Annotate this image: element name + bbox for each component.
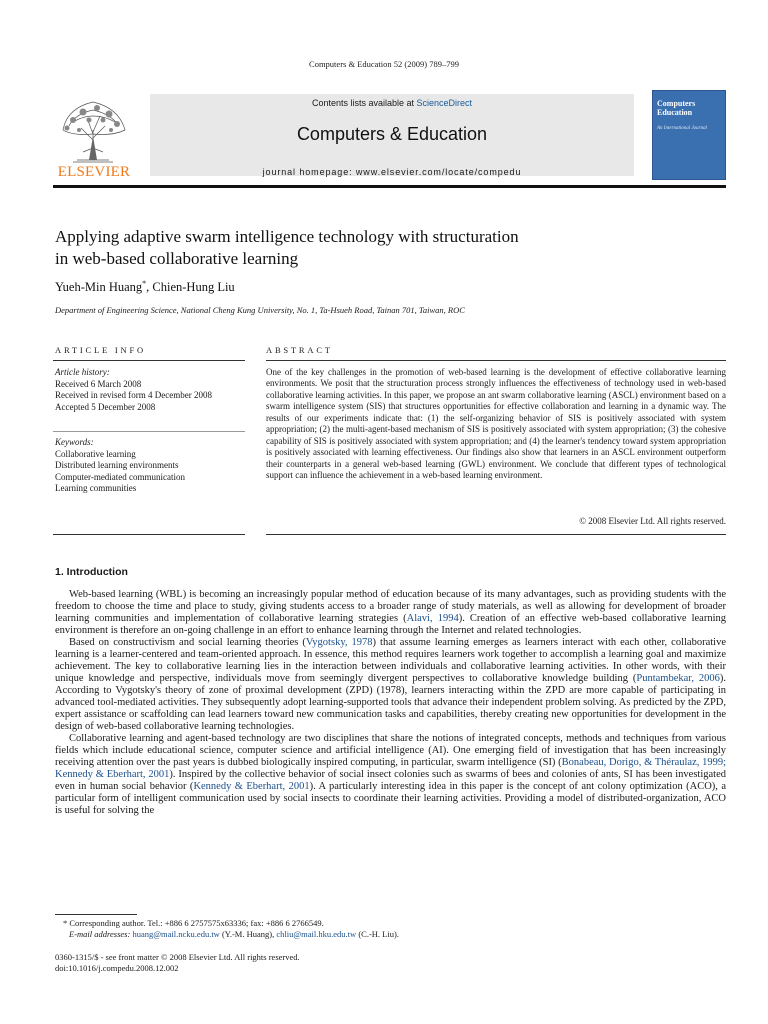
header-divider [53,185,726,188]
abstract-heading: ABSTRACT [266,345,333,355]
divider [53,534,245,535]
divider [53,431,245,432]
journal-citation: Computers & Education 52 (2009) 789–799 [309,59,459,69]
author-name: Chien-Hung Liu [152,280,235,295]
journal-homepage-link[interactable]: journal homepage: www.elsevier.com/locate/compedu [262,167,522,177]
corresponding-author-mark[interactable]: * [142,279,147,288]
contents-availability: Contents lists available at ScienceDirect [311,98,473,108]
cover-subtitle: An International Journal [657,126,707,131]
paragraph: Collaborative learning and agent-based technology are two disciplines that share the notions of integrated concepts, methods and techniques from various fields which include educational science, computer science and artificial intelligence (AI). One emerging field of investigation that has been increasingly receiving attention over the past years is dubbed biologically inspired computing, in particular, swarm intelligence (SI) (Bonabeau, Dorigo, & Théraulaz, 1999; Kennedy & Eberhart, 2001). Inspired by the collective behavior of social insect colonies such as swarms of bees and colonies of ants, SI has been investigated even in human social behavior (Kennedy & Eberhart, 2001). A particularly interesting idea in this paper is the concept of ant colony optimization (ACO), a particular form of intelligent communication used by social insects to coordinate their learning activities. Providing a model of distributed-organization, ACO is useful for solving the [55,733,727,816]
publisher-logo-text: ELSEVIER [57,164,131,180]
email-note: E-mail addresses: huang@mail.ncku.edu.tw (Y.-M. Huang), chliu@mail.hku.edu.tw (C.-H. Liu). [69,929,399,939]
keyword: Computer-mediated communication [55,471,186,482]
citation-link[interactable]: Kennedy & Eberhart, 2001 [193,781,310,792]
citation-link[interactable]: Puntambekar, 2006 [636,673,720,684]
author-affiliation: Department of Engineering Science, National Cheng Kung University, No. 1, Ta-Hsueh Road, Tainan 701, Taiwan, ROC [55,305,465,315]
doi-link[interactable]: doi:10.1016/j.compedu.2008.12.002 [55,963,179,973]
divider [266,534,726,535]
author-name: Yueh-Min Huang [55,280,143,295]
article-title: Applying adaptive swarm intelligence technology with structuration in web-based collaborative learning [55,227,519,268]
paragraph: Based on constructivism and social learning theories (Vygotsky, 1978) that assume learning emerges as learners interact with each other, collaborative learning is a learner-centered and team-oriented approach. In essence, this method requires learners work together to accomplish a learning goal and maximize achievement. The key to collaborative learning lies in the interaction between individuals and collaborative learning activities. In other words, with their unique knowledge and perspective, individuals move from seemingly divergent perspectives to collaborative knowledge building (Puntambekar, 2006). According to Vygotsky's theory of zone of proximal development (ZPD) (1978), learners interacting within the ZPD are more capable of participating in advanced tool-mediated activities. They subsequently adopt learning-supported tools that advance their independent problem solving. As predicted by the ZPD, expert assistance or scaffolding can lead learners toward new communication tasks and capabilities, thereby creating new opportunities for development in the design of web-based collaborative learning technologies. [55,637,726,732]
abstract-text: One of the key challenges in the promotion of web-based learning is the development of effective collaborative learning environments. We posit that the structuration process strongly influences the effectiveness of technology used in web-based collaborative learning activities. In this paper, we propose an ant swarm collaborative learning (ASCL) environment based on a swarm intelligence system (SIS) that structures opportunities for effective collaboration and learning in a dynamic way. The results of our experiments indicate that: (1) the self-organizing behavior of SIS is positively associated with system appropriation; (2) the multi-agent-based mechanism of SIS is positively associated with system appropriation; (3) the cohesive capability of SIS is positively associated with system appropriation; and (4) the learner's tendency toward system appropriation is positively associated with learning effectiveness. Our findings also show that learners in an ASCL environment outperform their counterparts in a general web-based learning (GWL) environment. We conclude that different types of technological support can influence the achievement in a web-based learning environment. [266,367,726,481]
email-link[interactable]: chliu@mail.hku.edu.tw [276,929,357,939]
citation-link[interactable]: Alavi, 1994 [406,613,459,624]
issn-line: 0360-1315/$ - see front matter © 2008 Elsevier Ltd. All rights reserved. [55,952,300,962]
cover-title: Computers Education [657,99,696,117]
journal-masthead [53,90,726,180]
copyright-notice: © 2008 Elsevier Ltd. All rights reserved. [579,516,726,526]
footnotes [55,918,726,940]
journal-cover-thumbnail [652,90,726,180]
introduction-body [55,589,726,817]
citation-link[interactable]: Vygotsky, 1978 [305,637,373,648]
footnote-divider [55,914,137,915]
keyword: Collaborative learning [55,448,136,459]
keyword: Learning communities [55,483,137,493]
section-heading: 1. Introduction [55,566,128,578]
journal-name: Computers & Education [296,124,488,144]
corresponding-author-note: * Corresponding author. Tel.: +886 6 2757575x63336; fax: +886 6 2766549. [63,918,324,928]
keyword: Distributed learning environments [55,460,179,470]
paragraph: Web-based learning (WBL) is becoming an increasingly popular method of education because of its many advantages, such as providing students with the freedom to choose the time and place to study, giving students access to a broader range of study materials, as well as allowing for development of broader learning communities and implementation of collaborative learning strategies (Alavi, 1994). Creation of an effective web-based collaborative learning environment is therefore an on-going challenge in an effort to enhance learning through the Internet and related technologies. [55,589,726,636]
keywords-list: Keywords: Collaborative learning Distributed learning environments Computer-mediated communication Learning communities [55,437,245,495]
sciencedirect-link[interactable]: ScienceDirect [416,98,473,108]
divider [266,360,726,361]
divider [53,360,245,361]
citation-link[interactable]: Bonabeau, Dorigo, & Théraulaz, 1999; Kennedy & Eberhart, 2001 [55,757,726,780]
journal-banner [150,94,634,176]
front-matter [55,952,300,974]
article-history: Article history: Received 6 March 2008 Received in revised form 4 December 2008 Accepted 5 December 2008 [55,367,212,412]
email-link[interactable]: huang@mail.ncku.edu.tw [132,929,220,939]
article-info-heading: ARTICLE INFO [55,345,146,355]
author-list: Yueh-Min Huang*, Chien-Hung Liu [55,279,235,295]
